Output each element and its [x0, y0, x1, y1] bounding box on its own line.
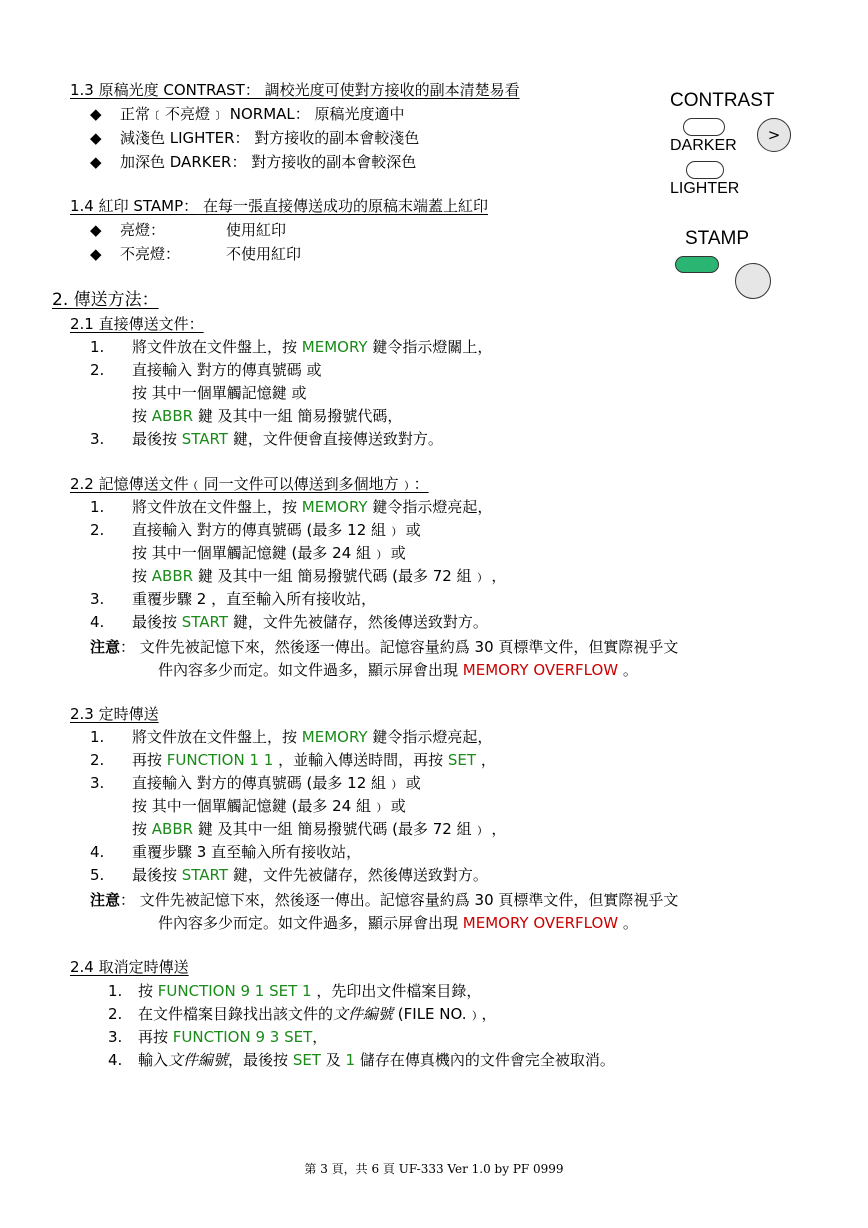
- s22-note-cont: 件內容多少而定。如文件過多，顯示屏會出現 MEMORY OVERFLOW 。: [158, 661, 638, 679]
- s23-step-3c: 按 ABBR 鍵 及其中一組 簡易撥號代碼 (最多 72 組﹚ ，: [132, 820, 507, 838]
- bullet-stamp-off: ◆: [90, 245, 102, 263]
- s23-num-1: 1.: [90, 728, 105, 746]
- s24-num-1: 1.: [108, 982, 123, 1000]
- darker-key[interactable]: [683, 118, 725, 136]
- section-1-4-heading: [70, 196, 488, 216]
- s24-step-4: 輸入文件編號，最後按 SET 及 1 儲存在傳真機內的文件會完全被取消。: [138, 1051, 615, 1069]
- lighter-label: LIGHTER: [670, 180, 740, 197]
- s23-num-2: 2.: [90, 751, 105, 769]
- stamp-button[interactable]: [735, 263, 771, 299]
- bullet-darker: ◆: [90, 153, 102, 171]
- s22-note: 注意： 文件先被記憶下來，然後逐一傳出。記憶容量約爲 30 頁標準文件，但實際視乎文: [90, 638, 679, 656]
- s21-num-1: 1.: [90, 338, 105, 356]
- stamp-heading-label: 1.4 紅印 STAMP：: [70, 197, 199, 215]
- contrast-arrow-button[interactable]: [757, 118, 791, 152]
- contrast-lighter: 減淺色 LIGHTER： 對方接收的副本會較淺色: [120, 129, 420, 147]
- stamp-on-key: 亮燈：: [120, 221, 166, 239]
- section-2-1-heading: 2.1 直接傳送文件：: [70, 315, 204, 333]
- memory-overflow-text: MEMORY OVERFLOW: [462, 661, 619, 679]
- s24-step-3: 再按 FUNCTION 9 3 SET，: [138, 1028, 328, 1046]
- section-2-2-heading: 2.2 記憶傳送文件﹙同一文件可以傳送到多個地方﹚：: [70, 475, 429, 493]
- s22-num-4: 4.: [90, 613, 105, 631]
- darker-label: DARKER: [670, 137, 737, 154]
- bullet-stamp-on: ◆: [90, 221, 102, 239]
- section-1-3-heading: 1.3 原稿光度 CONTRAST： 調校光度可使對方接收的副本清楚易看: [70, 81, 520, 99]
- s24-num-2: 2.: [108, 1005, 123, 1023]
- s22-step-3: 重覆步驟 2 ，直至輸入所有接收站，: [132, 590, 377, 608]
- s21-step-3: 最後按 START 鍵，文件便會直接傳送致對方。: [132, 430, 443, 448]
- section-2-4-heading: 2.4 取消定時傳送: [70, 958, 189, 976]
- s23-step-5: 最後按 START 鍵，文件先被儲存，然後傳送致對方。: [132, 866, 488, 884]
- s23-num-4: 4.: [90, 843, 105, 861]
- stamp-on-value: 使用紅印: [226, 221, 287, 239]
- s21-step-1: 將文件放在文件盤上，按 MEMORY 鍵令指示燈關上，: [132, 338, 493, 356]
- chevron-right-icon: >: [767, 126, 781, 144]
- memory-key-text: MEMORY: [301, 338, 368, 356]
- s21-step-2: 直接輸入 對方的傳真號碼 或: [132, 361, 322, 379]
- stamp-heading-desc: 在每一張直接傳送成功的原稿末端蓋上紅印: [202, 197, 488, 215]
- s22-step-1: 將文件放在文件盤上，按 MEMORY 鍵令指示燈亮起，: [132, 498, 493, 516]
- s23-step-3b: 按 其中一個單觸記憶鍵 (最多 24 組﹚ 或: [132, 797, 406, 815]
- s22-num-2: 2.: [90, 521, 105, 539]
- s21-num-3: 3.: [90, 430, 105, 448]
- s21-step-2b: 按 其中一個單觸記憶鍵 或: [132, 384, 307, 402]
- page-footer: 第 3 頁，共 6 頁 UF-333 Ver 1.0 by PF 0999: [304, 1162, 564, 1176]
- contrast-darker: 加深色 DARKER： 對方接收的副本會較深色: [120, 153, 417, 171]
- s24-num-3: 3.: [108, 1028, 123, 1046]
- section-2-heading: 2. 傳送方法：: [52, 290, 159, 310]
- s23-num-3: 3.: [90, 774, 105, 792]
- stamp-label: STAMP: [685, 228, 750, 249]
- s22-num-3: 3.: [90, 590, 105, 608]
- stamp-off-value: 不使用紅印: [226, 245, 302, 263]
- s23-step-1: 將文件放在文件盤上，按 MEMORY 鍵令指示燈亮起，: [132, 728, 493, 746]
- s23-note-cont: 件內容多少而定。如文件過多，顯示屏會出現 MEMORY OVERFLOW 。: [158, 914, 638, 932]
- lighter-key[interactable]: [686, 161, 724, 179]
- s21-step-2c: 按 ABBR 鍵 及其中一組 簡易撥號代碼，: [132, 407, 403, 425]
- s22-step-4: 最後按 START 鍵，文件先被儲存，然後傳送致對方。: [132, 613, 488, 631]
- s23-step-2: 再按 FUNCTION 1 1 ，並輸入傳送時間，再按 SET ，: [132, 751, 496, 769]
- s22-step-2b: 按 其中一個單觸記憶鍵 (最多 24 組﹚ 或: [132, 544, 406, 562]
- stamp-off-key: 不亮燈：: [120, 245, 181, 263]
- s23-num-5: 5.: [90, 866, 105, 884]
- s22-step-2c: 按 ABBR 鍵 及其中一組 簡易撥號代碼 (最多 72 組﹚ ，: [132, 567, 507, 585]
- stamp-indicator: [675, 256, 719, 273]
- s21-num-2: 2.: [90, 361, 105, 379]
- s22-num-1: 1.: [90, 498, 105, 516]
- contrast-normal: 正常﹝不亮燈﹞ NORMAL： 原稿光度適中: [120, 105, 405, 123]
- bullet-lighter: ◆: [90, 129, 102, 147]
- s23-note: 注意： 文件先被記憶下來，然後逐一傳出。記憶容量約爲 30 頁標準文件，但實際視乎文: [90, 891, 679, 909]
- s23-step-3: 直接輸入 對方的傳真號碼 (最多 12 組﹚ 或: [132, 774, 421, 792]
- contrast-label: CONTRAST: [670, 90, 775, 111]
- s24-step-2: 在文件檔案目錄找出該文件的文件編號 (FILE NO.﹚，: [138, 1005, 497, 1023]
- section-2-3-heading: 2.3 定時傳送: [70, 705, 159, 723]
- s24-num-4: 4.: [108, 1051, 123, 1069]
- s22-step-2: 直接輸入 對方的傳真號碼 (最多 12 組﹚ 或: [132, 521, 421, 539]
- bullet-normal: ◆: [90, 105, 102, 123]
- s23-step-4: 重覆步驟 3 直至輸入所有接收站，: [132, 843, 362, 861]
- note-label: 注意: [90, 638, 121, 656]
- s24-step-1: 按 FUNCTION 9 1 SET 1 ，先印出文件檔案目錄，: [138, 982, 482, 1000]
